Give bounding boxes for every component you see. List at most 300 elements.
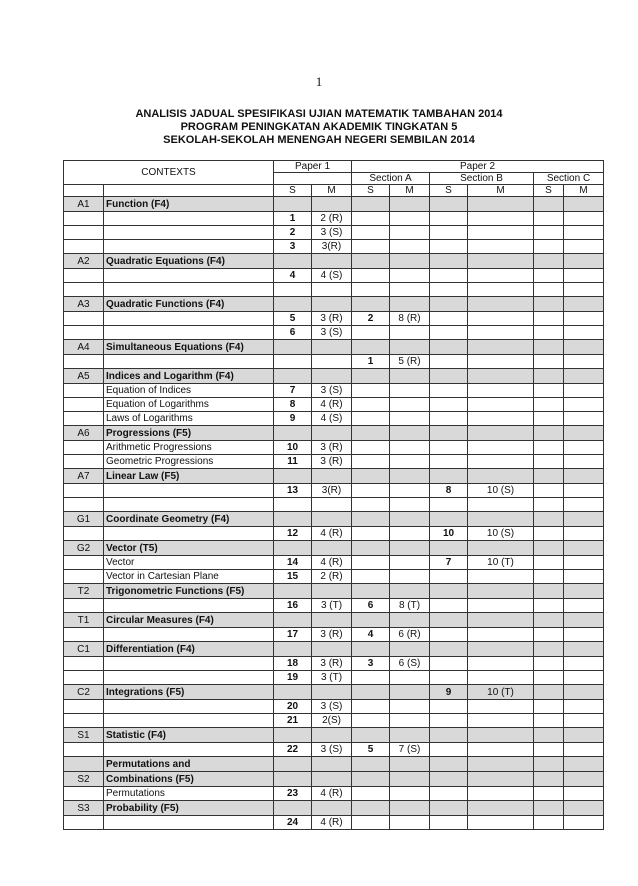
topic-title: Linear Law (F5)	[104, 469, 274, 484]
section-a-s-cell	[352, 714, 390, 728]
section-a-s-cell	[352, 728, 390, 743]
topic-row	[64, 426, 604, 441]
section-c-s-cell	[534, 326, 564, 340]
section-b-m-cell: 10 (T)	[468, 556, 534, 570]
section-a-header: Section A	[352, 173, 430, 185]
section-a-s-cell	[352, 787, 390, 801]
paper1-m-cell	[312, 426, 352, 441]
table-row	[64, 527, 604, 541]
paper1-s-cell	[274, 642, 312, 657]
subtopic-label	[104, 599, 274, 613]
topic-code: A4	[64, 340, 104, 355]
section-c-s-cell	[534, 197, 564, 212]
section-b-s-cell	[430, 197, 468, 212]
paper1-s-cell	[274, 584, 312, 599]
section-b-s-cell	[430, 757, 468, 772]
section-b-m-cell	[468, 326, 534, 340]
table-row	[64, 312, 604, 326]
section-b-s-cell	[430, 671, 468, 685]
section-a-s-cell: 2	[352, 312, 390, 326]
section-a-s-cell	[352, 269, 390, 283]
paper1-s-cell	[274, 613, 312, 628]
section-a-s-cell	[352, 254, 390, 269]
section-c-m-cell	[564, 426, 604, 441]
paper1-s-cell	[274, 340, 312, 355]
section-c-m-cell	[564, 599, 604, 613]
topic-code	[64, 787, 104, 801]
section-c-m-cell	[564, 297, 604, 312]
subtopic-label	[104, 283, 274, 297]
section-a-s-cell	[352, 326, 390, 340]
topic-code	[64, 570, 104, 584]
section-c-m-cell	[564, 787, 604, 801]
paper1-s-cell	[274, 685, 312, 700]
subtopic-label	[104, 326, 274, 340]
topic-code	[64, 816, 104, 830]
section-a-m-cell	[390, 801, 430, 816]
paper1-m-cell: 3 (S)	[312, 700, 352, 714]
section-a-m-cell	[390, 412, 430, 426]
section-a-m-cell	[390, 541, 430, 556]
section-c-s-cell	[534, 772, 564, 787]
subtopic-label	[104, 312, 274, 326]
table-row	[64, 384, 604, 398]
section-a-s-cell	[352, 541, 390, 556]
section-c-m-cell	[564, 226, 604, 240]
paper1-m-cell	[312, 757, 352, 772]
section-c-m-cell	[564, 685, 604, 700]
paper1-m-cell	[312, 297, 352, 312]
table-row	[64, 212, 604, 226]
table-row	[64, 455, 604, 469]
section-b-m-cell	[468, 240, 534, 254]
paper1-s-cell	[274, 728, 312, 743]
section-b-m-cell	[468, 801, 534, 816]
section-b-m-cell	[468, 355, 534, 369]
section-a-m-cell	[390, 642, 430, 657]
section-a-m-cell	[390, 197, 430, 212]
topic-code	[64, 700, 104, 714]
section-b-m-cell: 10 (S)	[468, 484, 534, 498]
section-c-s-cell	[534, 556, 564, 570]
topic-code: A2	[64, 254, 104, 269]
contexts-header: CONTEXTS	[64, 161, 274, 185]
section-c-s-cell	[534, 226, 564, 240]
paper1-m-cell	[312, 613, 352, 628]
section-a-m-cell	[390, 772, 430, 787]
paper1-s-cell: 12	[274, 527, 312, 541]
title-line-2: PROGRAM PENINGKATAN AKADEMIK TINGKATAN 5	[180, 121, 458, 133]
section-c-s-cell	[534, 613, 564, 628]
paper1-s-cell	[274, 772, 312, 787]
topic-title: Quadratic Functions (F4)	[104, 297, 274, 312]
table-row	[64, 398, 604, 412]
paper1-m-cell: 2 (R)	[312, 570, 352, 584]
paper1-m-cell: 4 (S)	[312, 412, 352, 426]
paper1-s-cell: 4	[274, 269, 312, 283]
section-b-s-cell	[430, 283, 468, 297]
section-c-m-cell	[564, 326, 604, 340]
section-c-s-cell	[534, 570, 564, 584]
section-b-m-cell	[468, 570, 534, 584]
section-b-m-cell	[468, 671, 534, 685]
table-row	[64, 628, 604, 642]
table-row	[64, 355, 604, 369]
subtopic-label: Vector in Cartesian Plane	[104, 570, 274, 584]
section-b-s-cell	[430, 743, 468, 757]
section-a-s-cell: 5	[352, 743, 390, 757]
subtopic-label	[104, 816, 274, 830]
section-c-m-cell	[564, 743, 604, 757]
section-a-m-cell	[390, 469, 430, 484]
paper1-s-cell	[274, 197, 312, 212]
section-c-s-cell	[534, 757, 564, 772]
section-a-s-cell	[352, 197, 390, 212]
section-a-m-cell	[390, 584, 430, 599]
topic-code	[64, 657, 104, 671]
table-row	[64, 570, 604, 584]
paper1-s-cell: 18	[274, 657, 312, 671]
section-c-s-cell	[534, 455, 564, 469]
table-row	[64, 283, 604, 297]
section-a-m-cell	[390, 671, 430, 685]
table-row	[64, 441, 604, 455]
specification-table	[63, 160, 604, 830]
paper1-s-cell	[274, 512, 312, 527]
section-b-m-cell	[468, 412, 534, 426]
subtopic-label: Vector	[104, 556, 274, 570]
topic-code	[64, 757, 104, 772]
paper1-s-cell: 9	[274, 412, 312, 426]
section-c-s-cell	[534, 527, 564, 541]
topic-code: G2	[64, 541, 104, 556]
section-b-m-cell	[468, 384, 534, 398]
section-b-s-cell	[430, 642, 468, 657]
topic-code: T1	[64, 613, 104, 628]
paper1-m-cell: 3(R)	[312, 484, 352, 498]
section-a-s-cell	[352, 426, 390, 441]
paper1-m-cell: 3 (R)	[312, 312, 352, 326]
section-b-s-cell	[430, 384, 468, 398]
table-body	[64, 197, 604, 830]
section-a-m-cell	[390, 240, 430, 254]
section-c-m-cell	[564, 512, 604, 527]
paper1-m-cell	[312, 584, 352, 599]
paper1-s-cell: 10	[274, 441, 312, 455]
topic-title: Statistic (F4)	[104, 728, 274, 743]
paper1-m-cell	[312, 254, 352, 269]
section-c-s-cell	[534, 283, 564, 297]
paper1-m-cell: 3 (T)	[312, 599, 352, 613]
section-b-m-cell	[468, 700, 534, 714]
paper1-m-cell: 3 (S)	[312, 226, 352, 240]
paper1-s-cell: 6	[274, 326, 312, 340]
topic-code	[64, 326, 104, 340]
section-b-s-cell	[430, 541, 468, 556]
section-b-s-cell	[430, 297, 468, 312]
section-b-m-cell	[468, 254, 534, 269]
topic-code	[64, 283, 104, 297]
section-c-s-cell	[534, 498, 564, 512]
section-a-s-cell	[352, 671, 390, 685]
topic-row	[64, 772, 604, 787]
section-a-s-cell	[352, 498, 390, 512]
topic-code	[64, 527, 104, 541]
section-c-s-cell	[534, 384, 564, 398]
section-c-m-cell	[564, 384, 604, 398]
section-a-s-cell	[352, 398, 390, 412]
section-a-m-cell: 7 (S)	[390, 743, 430, 757]
subtopic-label	[104, 484, 274, 498]
section-c-m-cell	[564, 484, 604, 498]
paper1-m-cell	[312, 728, 352, 743]
section-a-s-cell	[352, 700, 390, 714]
topic-title: Progressions (F5)	[104, 426, 274, 441]
section-a-s-cell	[352, 469, 390, 484]
section-a-m-cell	[390, 556, 430, 570]
section-b-s-cell	[430, 613, 468, 628]
section-c-s-cell	[534, 685, 564, 700]
topic-title: Circular Measures (F4)	[104, 613, 274, 628]
section-a-s-cell	[352, 283, 390, 297]
paper1-s-cell: 3	[274, 240, 312, 254]
section-c-s-cell	[534, 801, 564, 816]
table-row	[64, 498, 604, 512]
topic-row	[64, 757, 604, 772]
topic-title: Coordinate Geometry (F4)	[104, 512, 274, 527]
table-row	[64, 556, 604, 570]
paper1-m-cell: 3 (T)	[312, 671, 352, 685]
section-c-m-cell	[564, 398, 604, 412]
table-row	[64, 816, 604, 830]
section-b-m-cell	[468, 426, 534, 441]
section-c-m-cell	[564, 816, 604, 830]
section-a-s-cell	[352, 297, 390, 312]
section-c-s-cell	[534, 584, 564, 599]
section-b-s-cell	[430, 412, 468, 426]
context-spacer	[104, 185, 274, 197]
paper1-s-cell: 15	[274, 570, 312, 584]
section-c-s-cell	[534, 369, 564, 384]
section-a-m-cell: 8 (T)	[390, 599, 430, 613]
section-c-s-cell	[534, 816, 564, 830]
section-c-m-cell	[564, 369, 604, 384]
table-row	[64, 787, 604, 801]
topic-code: A1	[64, 197, 104, 212]
section-b-m-cell	[468, 628, 534, 642]
section-a-s-cell	[352, 512, 390, 527]
paper1-m-cell	[312, 283, 352, 297]
paper1-s-cell: 5	[274, 312, 312, 326]
section-c-m-cell	[564, 772, 604, 787]
subtopic-label	[104, 671, 274, 685]
topic-row	[64, 613, 604, 628]
paper1-m-cell	[312, 197, 352, 212]
paper1-m-cell	[312, 642, 352, 657]
topic-code	[64, 269, 104, 283]
topic-code: A6	[64, 426, 104, 441]
section-c-s-cell	[534, 355, 564, 369]
section-b-m-cell	[468, 498, 534, 512]
topic-code	[64, 355, 104, 369]
section-a-m-cell	[390, 498, 430, 512]
section-a-s-cell	[352, 240, 390, 254]
subtopic-label	[104, 628, 274, 642]
topic-row	[64, 541, 604, 556]
section-a-m-cell	[390, 226, 430, 240]
section-c-m-cell	[564, 757, 604, 772]
section-b-s-cell	[430, 369, 468, 384]
section-c-s-cell	[534, 426, 564, 441]
section-c-s-cell	[534, 484, 564, 498]
section-c-m-cell	[564, 441, 604, 455]
section-a-m-cell	[390, 512, 430, 527]
paper1-s-cell: 19	[274, 671, 312, 685]
section-b-s-cell	[430, 426, 468, 441]
topic-code: A5	[64, 369, 104, 384]
section-a-s-header: S	[352, 185, 390, 197]
section-c-m-cell	[564, 642, 604, 657]
section-a-m-cell	[390, 527, 430, 541]
section-a-s-cell	[352, 340, 390, 355]
section-b-s-cell	[430, 714, 468, 728]
section-c-s-cell	[534, 297, 564, 312]
topic-row	[64, 512, 604, 527]
section-a-m-cell: 6 (S)	[390, 657, 430, 671]
topic-code	[64, 484, 104, 498]
section-c-m-cell	[564, 455, 604, 469]
section-b-s-cell	[430, 398, 468, 412]
paper1-m-cell	[312, 512, 352, 527]
section-a-m-cell	[390, 340, 430, 355]
section-c-m-cell	[564, 728, 604, 743]
subtopic-label	[104, 355, 274, 369]
topic-title: Trigonometric Functions (F5)	[104, 584, 274, 599]
section-b-m-cell	[468, 584, 534, 599]
section-b-m-header: M	[468, 185, 534, 197]
subtopic-label: Geometric Progressions	[104, 455, 274, 469]
section-c-header: Section C	[534, 173, 604, 185]
topic-code	[64, 498, 104, 512]
section-c-m-cell	[564, 584, 604, 599]
section-a-m-cell	[390, 269, 430, 283]
section-b-s-cell	[430, 455, 468, 469]
section-a-m-cell	[390, 484, 430, 498]
section-a-m-cell	[390, 787, 430, 801]
section-b-s-cell	[430, 269, 468, 283]
section-c-s-cell	[534, 743, 564, 757]
topic-row	[64, 197, 604, 212]
section-a-s-cell	[352, 570, 390, 584]
topic-code	[64, 714, 104, 728]
section-b-m-cell	[468, 728, 534, 743]
paper1-m-cell: 3(R)	[312, 240, 352, 254]
topic-code	[64, 455, 104, 469]
section-a-m-cell	[390, 714, 430, 728]
topic-row	[64, 254, 604, 269]
section-c-s-cell	[534, 412, 564, 426]
section-c-m-cell	[564, 541, 604, 556]
section-c-m-cell	[564, 412, 604, 426]
section-a-s-cell	[352, 556, 390, 570]
topic-code	[64, 556, 104, 570]
section-a-m-cell	[390, 283, 430, 297]
section-c-m-cell	[564, 613, 604, 628]
section-c-m-cell	[564, 340, 604, 355]
section-a-m-cell: 5 (R)	[390, 355, 430, 369]
subtopic-label	[104, 498, 274, 512]
paper1-spacer	[274, 173, 352, 185]
section-b-s-cell	[430, 312, 468, 326]
section-b-s-cell	[430, 728, 468, 743]
topic-code	[64, 671, 104, 685]
section-b-s-cell	[430, 816, 468, 830]
paper1-s-cell: 14	[274, 556, 312, 570]
paper1-m-cell: 4 (R)	[312, 556, 352, 570]
section-b-s-cell: 10	[430, 527, 468, 541]
subtopic-label: Laws of Logarithms	[104, 412, 274, 426]
section-b-s-cell	[430, 628, 468, 642]
section-a-s-cell	[352, 685, 390, 700]
section-a-m-cell	[390, 426, 430, 441]
section-c-m-cell	[564, 556, 604, 570]
section-c-s-header: S	[534, 185, 564, 197]
document-title	[0, 108, 638, 147]
section-b-m-cell	[468, 197, 534, 212]
section-a-s-cell	[352, 212, 390, 226]
section-a-s-cell	[352, 412, 390, 426]
paper1-m-cell: 3 (R)	[312, 628, 352, 642]
section-b-s-cell	[430, 226, 468, 240]
paper1-m-cell: 4 (R)	[312, 527, 352, 541]
section-a-s-cell	[352, 441, 390, 455]
paper1-m-cell	[312, 685, 352, 700]
paper1-s-cell: 13	[274, 484, 312, 498]
table-row	[64, 226, 604, 240]
section-c-s-cell	[534, 469, 564, 484]
section-c-s-cell	[534, 240, 564, 254]
section-b-s-cell	[430, 584, 468, 599]
section-b-m-cell	[468, 599, 534, 613]
section-b-m-cell	[468, 772, 534, 787]
section-c-m-cell	[564, 570, 604, 584]
title-line-1: ANALISIS JADUAL SPESIFIKASI UJIAN MATEMATIK TAMBAHAN 2014	[135, 108, 503, 120]
subtopic-label: Equation of Indices	[104, 384, 274, 398]
topic-title: Integrations (F5)	[104, 685, 274, 700]
section-c-s-cell	[534, 787, 564, 801]
section-c-s-cell	[534, 728, 564, 743]
section-b-m-cell	[468, 340, 534, 355]
paper1-s-cell: 22	[274, 743, 312, 757]
section-a-m-cell	[390, 455, 430, 469]
section-b-m-cell	[468, 642, 534, 657]
section-c-s-cell	[534, 642, 564, 657]
topic-code	[64, 398, 104, 412]
paper1-m-cell: 2(S)	[312, 714, 352, 728]
paper1-m-cell	[312, 369, 352, 384]
paper1-s-cell	[274, 757, 312, 772]
topic-code: G1	[64, 512, 104, 527]
paper1-s-cell	[274, 541, 312, 556]
section-b-s-cell	[430, 787, 468, 801]
section-a-m-header: M	[390, 185, 430, 197]
paper1-s-cell	[274, 355, 312, 369]
section-b-m-cell	[468, 455, 534, 469]
paper1-s-cell: 24	[274, 816, 312, 830]
section-b-s-cell	[430, 326, 468, 340]
topic-title: Differentiation (F4)	[104, 642, 274, 657]
section-b-m-cell	[468, 212, 534, 226]
